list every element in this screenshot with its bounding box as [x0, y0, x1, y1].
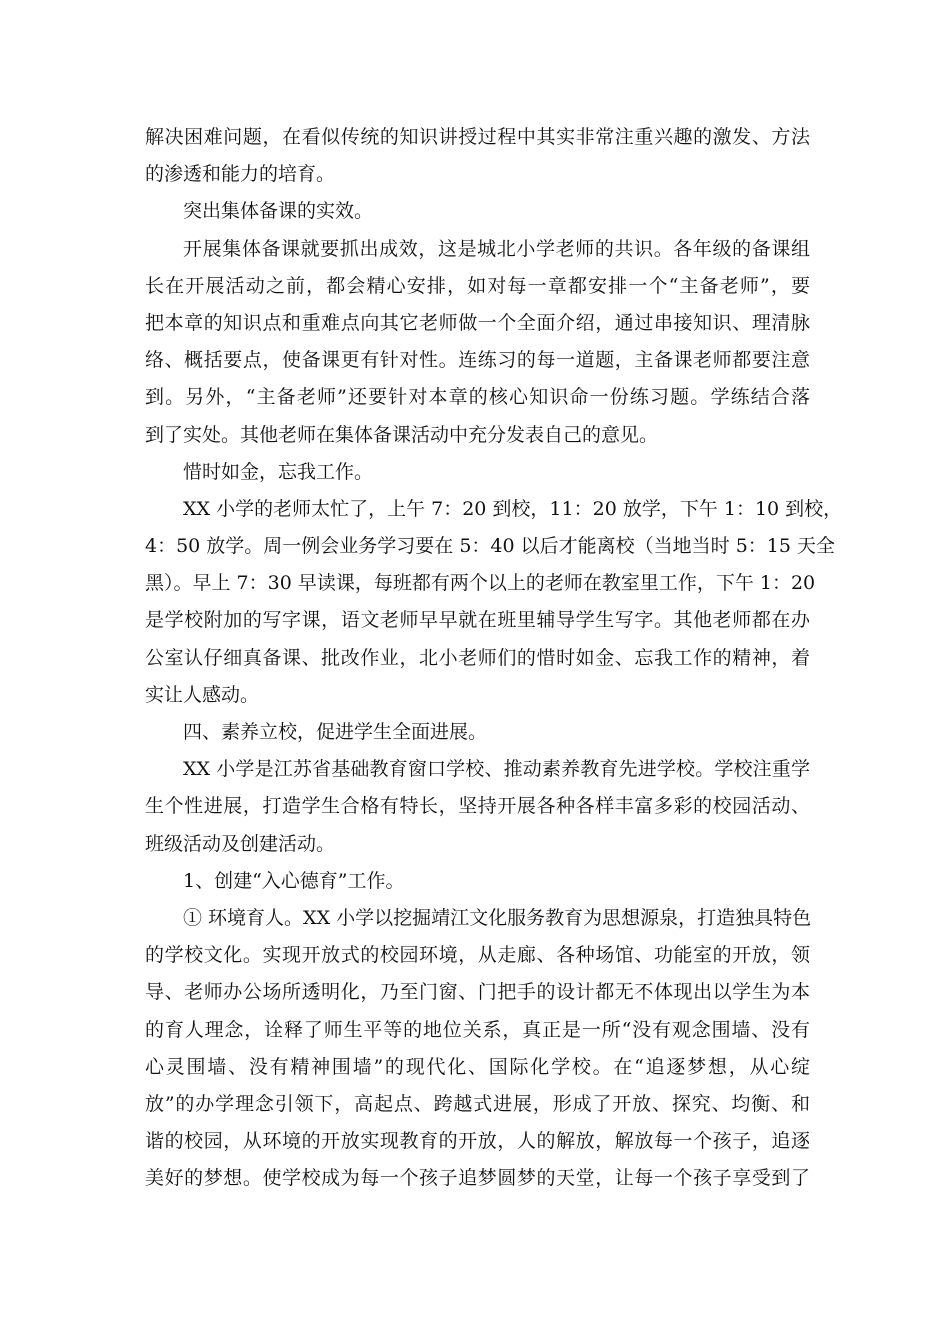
- text-line: 是学校附加的写字课，语文老师早早就在班里辅导学生写字。其他老师都在办: [145, 609, 810, 632]
- text-line: 公室认仔细真备课、批改作业，北小老师们的惜时如金、忘我工作的精神，着: [145, 646, 810, 669]
- text-line: 开展集体备课就要抓出成效，这是城北小学老师的共识。各年级的备课组: [183, 237, 810, 260]
- text-line: 放”的办学理念引领下，高起点、跨越式进展，形成了开放、探究、均衡、和: [145, 1092, 810, 1115]
- text-line: 美好的梦想。使学校成为每一个孩子追梦圆梦的天堂，让每一个孩子享受到了: [145, 1167, 810, 1190]
- text-line: 的渗透和能力的培育。: [145, 163, 336, 186]
- text-line: 解决困难问题，在看似传统的知识讲授过程中其实非常注重兴趣的激发、方法: [145, 126, 810, 148]
- text-line: 长在开展活动之前，都会精心安排，如对每一章都安排一个“主备老师”，要: [145, 274, 810, 297]
- text-line: ① 环境育人。XX 小学以挖掘靖江文化服务教育为思想源泉，打造独具特色: [183, 906, 812, 929]
- text-line: XX 小学的老师太忙了，上午 7：20 到校，11：20 放学，下午 1：10 到校，: [183, 497, 843, 520]
- text-line: 黑）。早上 7：30 早读课，每班都有两个以上的老师在教室里工作，下午 1：20: [145, 572, 816, 595]
- text-line: 实让人感动。: [145, 683, 260, 706]
- text-line: 络、概括要点，使备课更有针对性。连练习的每一道题，主备课老师都要注意: [145, 349, 810, 372]
- text-line: 的学校文化。实现开放式的校园环境，从走廊、各种场馆、功能室的开放，领: [145, 944, 810, 967]
- text-line: 导、老师办公场所透明化，乃至门窗、门把手的设计都无不体现出以学生为本: [145, 981, 810, 1004]
- text-line: 到。另外，“主备老师”还要针对本章的核心知识命一份练习题。学练结合落: [145, 386, 810, 409]
- text-line: 到了实处。其他老师在集体备课活动中充分发表自己的意见。: [145, 423, 659, 446]
- section-heading: 突出集体备课的实效。: [183, 200, 374, 223]
- text-line: 谐的校园，从环境的开放实现教育的开放，人的解放，解放每一个孩子，追逐: [145, 1130, 810, 1153]
- text-line: 班级活动及创建活动。: [145, 832, 336, 855]
- section-heading: 四、素养立校，促进学生全面进展。: [183, 721, 488, 743]
- body-text: [145, 119, 843, 1197]
- text-line: 的育人理念，诠释了师生平等的地位关系，真正是一所“没有观念围墙、没有: [145, 1018, 810, 1041]
- text-line: XX 小学是江苏省基础教育窗口学校、推动素养教育先进学校。学校注重学: [183, 758, 810, 781]
- section-heading: 惜时如金，忘我工作。: [183, 460, 374, 483]
- text-line: 心灵围墙、没有精神围墙”的现代化、国际化学校。在“追逐梦想，从心绽: [145, 1055, 810, 1078]
- text-line: 4：50 放学。周一例会业务学习要在 5：40 以后才能离校（当地当时 5：15 天全: [145, 535, 835, 558]
- section-heading: 1、创建“入心德育”工作。: [183, 869, 405, 892]
- text-line: 把本章的知识点和重难点向其它老师做一个全面介绍，通过串接知识、理清脉: [145, 311, 810, 334]
- text-line: 生个性进展，打造学生合格有特长，坚持开展各种各样丰富多彩的校园活动、: [145, 795, 810, 818]
